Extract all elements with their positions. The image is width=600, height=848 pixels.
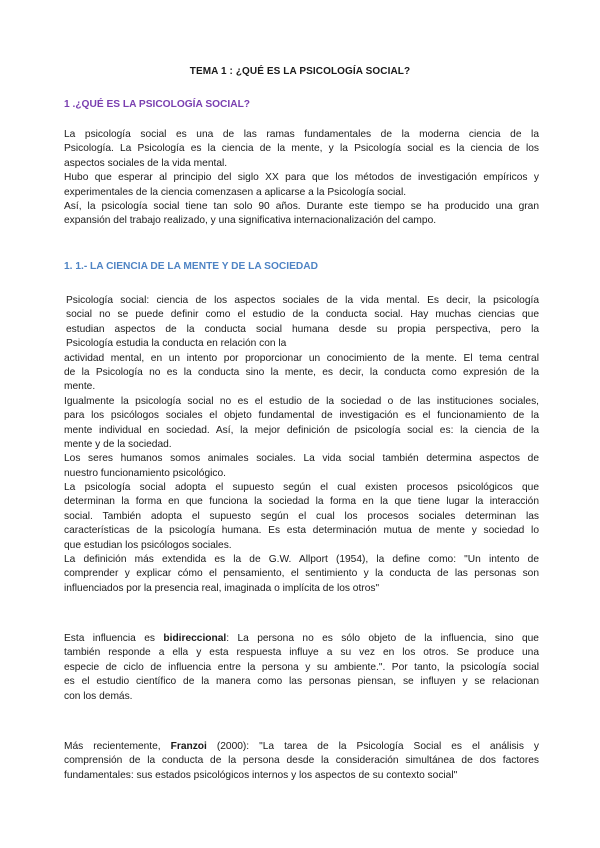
- text-line: experimentales de la ciencia comenzasen a aplicarse a la Psicología social.: [64, 186, 407, 198]
- text-line: Psicología estudia la conducta en relación con la: [66, 338, 287, 350]
- text-line: fundamentales: sus estados psicológicos internos y los aspectos de su contexto social": [64, 769, 458, 781]
- text-line: mente.: [64, 381, 96, 393]
- text-line: Los seres humanos somos animales sociales. La vida social también determina aspectos de: [64, 453, 539, 465]
- text-line: comprender y explicar cómo el pensamiento, el sentimiento y la conducta de las personas son: [64, 568, 539, 580]
- text-line: Psicología social: ciencia de los aspectos sociales de la vida mental. Es decir, la psicología: [66, 295, 539, 306]
- text-line: social. También adopta el supuesto según el cual los procesos sociales determinan las: [64, 510, 539, 522]
- text-line: actividad mental, en un intento por proporcionar un conocimiento de la mente. El tema central: [64, 352, 539, 364]
- text-line: Psicología. La Psicología es la ciencia de la mente, y la Psicología social es la ciencia de los: [64, 143, 539, 155]
- text-run: Más recientemente,: [64, 741, 171, 752]
- text-line: La definición más extendida es la de G.W. Allport (1954), la define como: "Un intento de: [64, 554, 539, 566]
- text-line: La psicología social adopta el supuesto según el cual existen procesos psicológicos que: [64, 482, 539, 494]
- text-line: [64, 740, 539, 754]
- text-line: mente individual en sociedad. Así, la mejor definición de psicología social es: la ciencia de la: [64, 424, 539, 436]
- text-line: mente y de la sociedad.: [64, 438, 172, 450]
- section-1-body: [64, 128, 539, 229]
- text-line: es el estudio científico de la manera como las personas piensan, se influyen y se relacionan: [64, 676, 539, 688]
- text-line: características de la psicología humana. Es esta determinación mutua de mente y sociedad lo: [64, 525, 539, 537]
- text-line: para los psicólogos sociales el objeto fundamental de investigación es el funcionamiento de la: [64, 410, 539, 422]
- text-line: Igualmente la psicología social no es el estudio de la sociedad o de las instituciones sociales,: [64, 395, 539, 407]
- text-line: estudian aspectos de la conducta social humana desde su propia perspectiva, pero la: [66, 323, 539, 335]
- text-line: [64, 632, 539, 646]
- text-line: aspectos sociales de la vida mental.: [64, 157, 228, 169]
- section-heading-1: 1 .¿QUÉ ES LA PSICOLOGÍA SOCIAL?: [64, 99, 251, 110]
- text-line: también responde a ella y esta respuesta influye a su vez en los otros. Se produce una: [64, 647, 539, 659]
- text-line: expansión del trabajo realizado, y una significativa internacionalización del campo.: [64, 215, 437, 227]
- section-2-body: [64, 294, 539, 596]
- text-line: La psicología social es una de las ramas fundamentales de la moderna ciencia de la: [64, 129, 539, 140]
- text-run: Esta influencia es: [64, 633, 164, 644]
- text-line: con los demás.: [64, 690, 133, 702]
- text-line: que estudian los psicólogos sociales.: [64, 539, 232, 551]
- document-title: TEMA 1 : ¿QUÉ ES LA PSICOLOGÍA SOCIAL?: [189, 66, 411, 77]
- section-heading-2: 1. 1.- LA CIENCIA DE LA MENTE Y DE LA SOCIEDAD: [64, 261, 318, 272]
- text-line: influenciados por la presencia real, imaginada o implícita de los otros": [64, 582, 380, 594]
- section-4-body: [64, 740, 539, 783]
- section-3-body: [64, 632, 539, 704]
- text-run: : La persona no es sólo objeto de la influencia, sino que: [226, 633, 539, 644]
- text-line: social no se puede definir como el estudio de la conducta social. Hay muchas ciencias que: [66, 309, 539, 321]
- bold-term: Franzoi: [170, 741, 207, 752]
- text-line: de la Psicología no es la conducta sino la mente, es decir, la conducta como expresión de la: [64, 366, 539, 378]
- text-line: comprensión de la conducta de la persona desde la consideración simultánea de dos factores: [64, 755, 539, 767]
- bold-term: bidireccional: [163, 633, 227, 644]
- text-line: determinan la forma en que funciona la sociedad la forma en la que tiene lugar la interacción: [64, 496, 539, 508]
- text-line: nuestro funcionamiento psicológico.: [64, 467, 226, 479]
- text-run: (2000): "La tarea de la Psicología Social es el análisis y: [206, 741, 539, 752]
- text-line: especie de ciclo de influencia entre la persona y su ambiente.". Por tanto, la psicología social: [64, 661, 539, 673]
- text-line: Así, la psicología social tiene tan solo 90 años. Durante este tiempo se ha producido una gran: [64, 200, 539, 212]
- text-line: Hubo que esperar al principio del siglo XX para que los métodos de investigación empíricos y: [64, 172, 539, 184]
